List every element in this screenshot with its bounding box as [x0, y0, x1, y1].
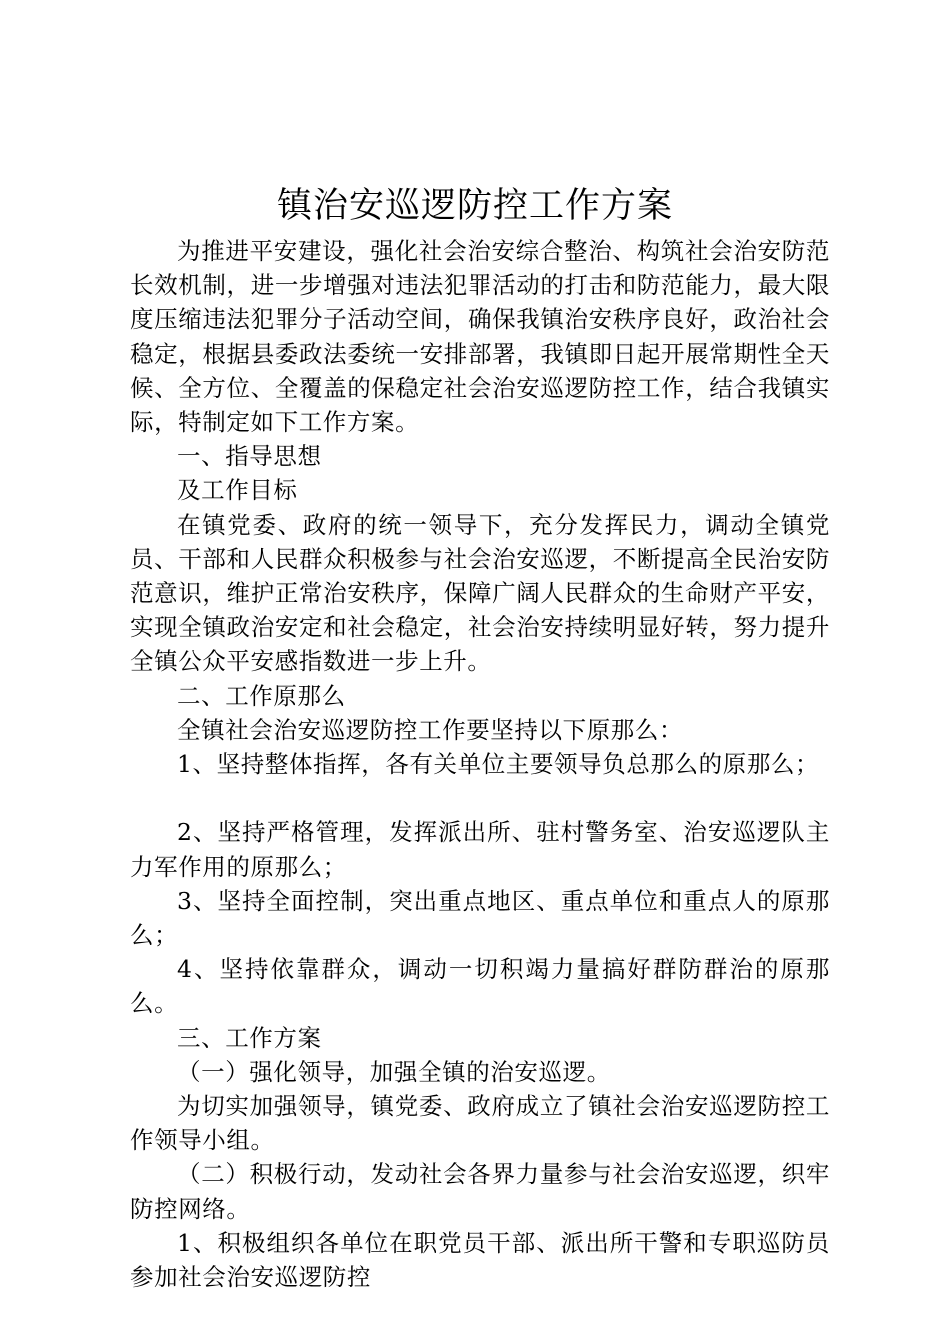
principle-item-2: 2、坚持严格管理，发挥派出所、驻村警务室、治安巡逻队主力军作用的原那么； — [130, 818, 830, 881]
paragraph-goals: 在镇党委、政府的统一领导下，充分发挥民力，调动全镇党员、干部和人民群众积极参与社会治安巡逻，不断提高全民治安防范意识，维护正常治安秩序，保障广阔人民群众的生命财产平安，实现全镇政治安定和社会稳定，社会治安持续明显好转，努力提升全镇公众平安感指数进一步上升。 — [130, 510, 830, 676]
document-title: 镇治安巡逻防控工作方案 — [276, 186, 673, 226]
heading-work-plan: 三、工作方案 — [177, 1023, 322, 1052]
principle-item-3: 3、坚持全面控制，突出重点地区、重点单位和重点人的原那么； — [130, 886, 830, 950]
document-body — [130, 234, 830, 1294]
plan-section-2-item-1: 1、积极组织各单位在职党员干部、派出所干警和专职巡防员参加社会治安巡逻防控 — [130, 1228, 830, 1292]
heading-work-goals: 及工作目标 — [177, 476, 298, 505]
principle-item-1: 1、坚持整体指挥，各有关单位主要领导负总那么的原那么； — [177, 750, 820, 779]
plan-section-2-heading: （二）积极行动，发动社会各界力量参与社会治安巡逻，织牢防控网络。 — [130, 1160, 830, 1223]
paragraph-intro: 为推进平安建设，强化社会治安综合整治、构筑社会治安防范长效机制，进一步增强对违法犯罪活动的打击和防范能力，最大限度压缩违法犯罪分子活动空间，确保我镇治安秩序良好，政治社会稳定，根据县委政法委统一安排部署，我镇即日起开展常期性全天候、全方位、全覆盖的保稳定社会治安巡逻防控工作，结合我镇实际，特制定如下工作方案。 — [130, 237, 830, 437]
plan-section-1-text: 为切实加强领导，镇党委、政府成立了镇社会治安巡逻防控工作领导小组。 — [130, 1092, 830, 1155]
principle-item-4: 4、坚持依靠群众，调动一切积竭力量搞好群防群治的原那么。 — [130, 955, 830, 1018]
heading-guiding-ideology: 一、指导思想 — [177, 442, 322, 471]
paragraph-principles-intro: 全镇社会治安巡逻防控工作要坚持以下原那么： — [177, 715, 684, 744]
heading-work-principles: 二、工作原那么 — [177, 681, 346, 710]
plan-section-1-heading: （一）强化领导，加强全镇的治安巡逻。 — [177, 1057, 611, 1086]
